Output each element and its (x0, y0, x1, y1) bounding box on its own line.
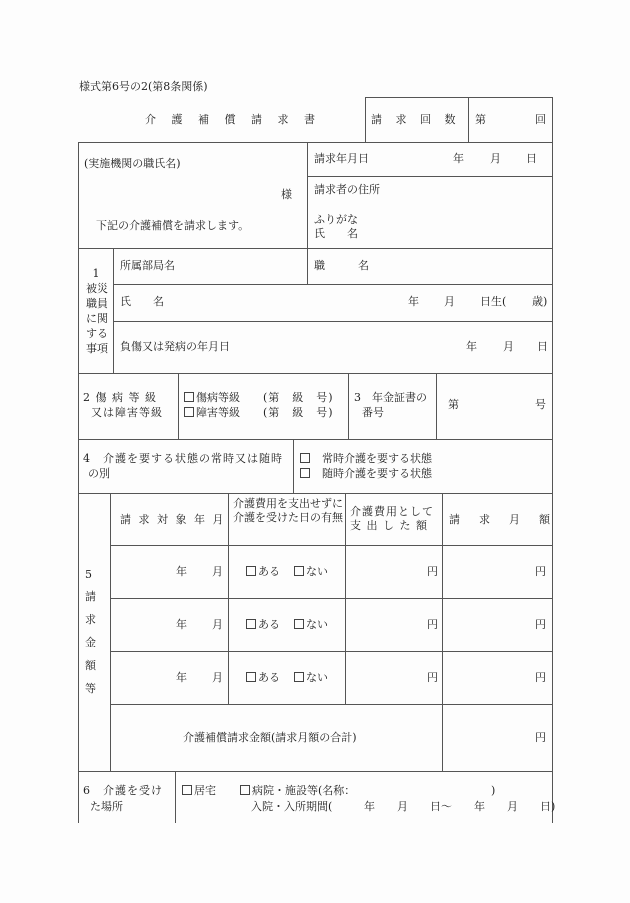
row-yes-option[interactable] (246, 618, 280, 632)
section3-label-1: 3 年金証書の (354, 391, 427, 404)
expense-input[interactable] (350, 550, 420, 590)
home-label: 居宅 (194, 784, 216, 797)
row-no-option[interactable] (294, 671, 328, 685)
section5-label-char: 金 (85, 636, 96, 649)
yes-label: ある (258, 565, 280, 578)
pension-cert-prefix: 第 (448, 398, 459, 411)
claim-date-day: 日 (526, 152, 537, 165)
birth-month: 月 (444, 295, 455, 308)
occasional-care-checkbox[interactable] (300, 468, 310, 478)
row-year: 年 (176, 565, 187, 578)
no-label: ない (306, 671, 328, 684)
row-month-input[interactable] (115, 550, 170, 590)
claimant-address-label: 請求者の住所 (314, 183, 380, 196)
section5-number: 5 (85, 568, 92, 581)
total-amount-input[interactable] (447, 715, 532, 760)
constant-care-option[interactable] (300, 452, 432, 466)
pension-cert-suffix: 号 (535, 398, 546, 411)
claim-count-input[interactable] (490, 108, 530, 130)
disability-grade-option[interactable] (184, 406, 240, 420)
no-checkbox[interactable] (294, 566, 304, 576)
claimant-furigana-label: ふりがな (314, 213, 358, 226)
row-month-input[interactable] (115, 656, 170, 696)
injury-day: 日 (537, 340, 548, 353)
section6-label-2: た場所 (90, 800, 123, 813)
injury-month: 月 (503, 340, 514, 353)
yes-label: ある (258, 671, 280, 684)
header-claim-month: 請 求 対 象 年 月 (120, 513, 226, 526)
constant-care-label: 常時介護を要する状態 (322, 452, 432, 465)
expense-unit: 円 (427, 671, 438, 684)
facility-label: 病院・施設等(名称： (252, 784, 356, 797)
period-label: 入院・入所期間( (251, 800, 333, 813)
expense-unit: 円 (427, 618, 438, 631)
claimant-name-input[interactable] (380, 210, 545, 242)
claim-unit: 円 (535, 671, 546, 684)
section1-number: 1 (92, 267, 100, 280)
claim-unit: 円 (535, 565, 546, 578)
row-yes-option[interactable] (246, 671, 280, 685)
home-checkbox[interactable] (182, 785, 192, 795)
row-no-option[interactable] (294, 565, 328, 579)
section5-label-char: 等 (85, 682, 96, 695)
form-number: 様式第6号の2(第8条関係) (79, 80, 208, 93)
no-label: ない (306, 565, 328, 578)
section5-label-char: 請 (85, 590, 96, 603)
section1-label: 被災職員に関する事項 (86, 282, 108, 355)
claim-date-year: 年 (453, 152, 464, 165)
period-dates[interactable]: 年 月 日～ 年 月 日) (364, 800, 556, 813)
disability-grade-number: (第 級 号) (263, 406, 334, 419)
row-no-option[interactable] (294, 618, 328, 632)
injury-date-input[interactable] (420, 333, 545, 359)
claim-amount-input[interactable] (447, 656, 532, 696)
yes-checkbox[interactable] (246, 566, 256, 576)
position-input[interactable] (380, 254, 545, 278)
claim-date-label: 請求年月日 (314, 152, 369, 165)
claim-amount-input[interactable] (447, 603, 532, 643)
yes-checkbox[interactable] (246, 672, 256, 682)
total-unit: 円 (535, 731, 546, 744)
occasional-care-label: 随時介護を要する状態 (322, 467, 432, 480)
section5-label-char: 求 (85, 613, 96, 626)
disability-grade-label: 障害等級 (196, 406, 240, 419)
claim-date-input[interactable] (380, 148, 545, 170)
claim-count-suffix: 回 (535, 113, 546, 126)
row-year: 年 (176, 618, 187, 631)
expense-input[interactable] (350, 656, 420, 696)
pension-cert-input[interactable] (465, 392, 525, 418)
expense-unit: 円 (427, 565, 438, 578)
age-suffix: 歳) (532, 295, 548, 308)
claim-count-prefix: 第 (475, 113, 486, 126)
injury-date-label: 負傷又は発病の年月日 (120, 340, 230, 353)
yes-checkbox[interactable] (246, 619, 256, 629)
injury-grade-checkbox[interactable] (184, 392, 194, 402)
honorific: 様 (281, 188, 292, 201)
no-checkbox[interactable] (294, 672, 304, 682)
yes-label: ある (258, 618, 280, 631)
row-year: 年 (176, 671, 187, 684)
section3-label-2: 番号 (362, 406, 384, 419)
disability-grade-checkbox[interactable] (184, 407, 194, 417)
claimant-name-label: 氏 名 (314, 227, 358, 240)
injury-grade-number: (第 級 号) (263, 391, 334, 404)
row-month: 月 (212, 565, 223, 578)
expense-input[interactable] (350, 603, 420, 643)
claim-amount-input[interactable] (447, 550, 532, 590)
injury-year: 年 (466, 340, 477, 353)
row-month: 月 (212, 618, 223, 631)
home-option[interactable] (182, 784, 216, 798)
employee-name-label: 氏 名 (120, 295, 164, 308)
section6-label-1: 6 介護を受け (83, 784, 163, 797)
section5-label-char: 額 (85, 659, 96, 672)
no-checkbox[interactable] (294, 619, 304, 629)
row-month-input[interactable] (115, 603, 170, 643)
section4-label-1: 4 介護を要する状態の常時又は随時 (83, 452, 283, 465)
claim-statement: 下記の介護補償を請求します。 (96, 219, 250, 232)
section2-label-1: 2 傷 病 等 級 (83, 391, 157, 404)
employee-name-input[interactable] (180, 290, 400, 314)
recipient-input[interactable] (84, 175, 274, 197)
claim-count-label: 請 求 回 数 (371, 113, 461, 126)
facility-checkbox[interactable] (240, 785, 250, 795)
facility-close-paren: ) (491, 784, 496, 797)
position-label: 職 名 (314, 259, 369, 272)
section2-label-2: 又は障害等級 (91, 406, 163, 419)
injury-grade-label: 傷病等級 (196, 391, 240, 404)
row-yes-option[interactable] (246, 565, 280, 579)
birth-year: 年 (408, 295, 419, 308)
claimant-address-input[interactable] (380, 180, 545, 202)
constant-care-checkbox[interactable] (300, 453, 310, 463)
occasional-care-option[interactable] (300, 467, 432, 481)
header-claim-amount: 請 求 月 額 (449, 513, 554, 526)
section4-label-2: の別 (88, 467, 110, 480)
header-expense: 介護費用として支 出 し た 額 (350, 505, 434, 532)
birth-day: 日生( (480, 295, 507, 308)
facility-option[interactable] (240, 784, 355, 798)
row-month: 月 (212, 671, 223, 684)
dept-input[interactable] (190, 254, 300, 278)
claim-date-month: 月 (490, 152, 501, 165)
recipient-label: (実施機関の職氏名) (84, 157, 181, 170)
no-label: ない (306, 618, 328, 631)
header-no-expense: 介護費用を支出せずに介護を受けた日の有無 (233, 497, 343, 524)
claim-unit: 円 (535, 618, 546, 631)
dept-label: 所属部局名 (120, 259, 175, 272)
total-label: 介護補償請求金額(請求月額の合計) (183, 731, 357, 744)
document-title: 介 護 補 償 請 求 書 (145, 113, 321, 126)
injury-grade-option[interactable] (184, 391, 240, 405)
facility-name-input[interactable] (365, 780, 485, 798)
